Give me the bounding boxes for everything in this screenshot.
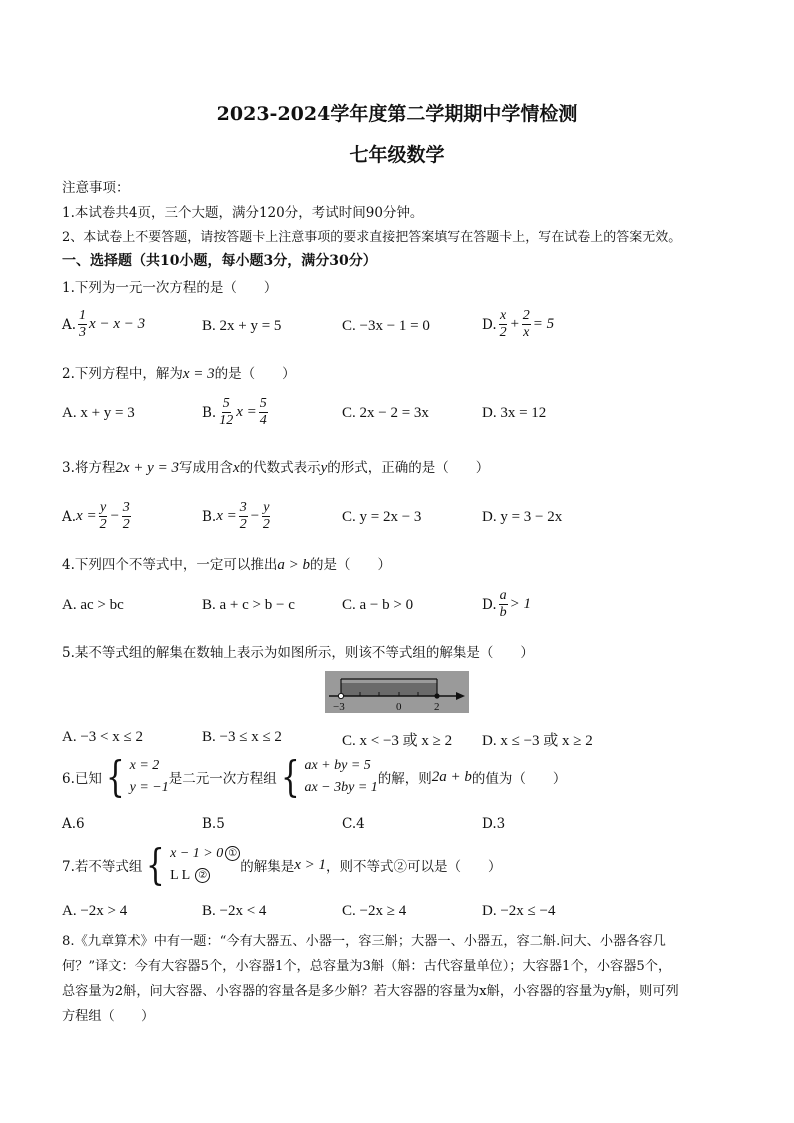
- q7-option-d: D. −2x ≤ −4: [482, 903, 556, 919]
- q5-option-a: A. −3 < x ≤ 2: [62, 729, 143, 745]
- number-line-svg: [325, 671, 469, 713]
- note-item-1: 1.本试卷共4页，三个大题，满分120分，考试时间90分钟。: [62, 205, 424, 221]
- q7-option-b: B. −2x < 4: [202, 903, 267, 919]
- q8-line-2: 何？”译文：今有大容器5个，小容器1个，总容量为3斛（斛：古代容量单位）；大容器1个，小容器5个，: [62, 959, 672, 974]
- circled-1-icon: ①: [225, 846, 240, 861]
- q3-stem: 3.将方程2x + y = 3写成用含x的代数式表示y的形式，正确的是（ ）: [62, 460, 490, 476]
- q3-option-c: C. y = 2x − 3: [342, 509, 422, 525]
- q5-option-b: B. −3 ≤ x ≤ 2: [202, 729, 282, 745]
- q1-option-d: D. $\frac{x}{2}$ + $\frac{2}{x}$ = 5: [482, 308, 555, 340]
- q4-option-c: C. a − b > 0: [342, 597, 414, 613]
- q1-option-c: C. −3x − 1 = 0: [342, 318, 430, 334]
- q2-option-c: C. 2x − 2 = 3x: [342, 405, 429, 421]
- q4-stem: 4.下列四个不等式中，一定可以推出a > b的是（ ）: [62, 557, 392, 573]
- q5-option-c: C. x < −3 或 x ≥ 2: [342, 733, 453, 749]
- q6-stem: 6.已知 { x = 2 y = −1 是二元一次方程组 { ax + by = 5 ax − 3by = 1 的解，则 2a + b 的值为（ ）: [62, 752, 567, 801]
- q4-option-a: A. ac > bc: [62, 597, 124, 613]
- q6-option-a: A.6: [62, 816, 85, 832]
- q6-option-b: B.5: [202, 816, 225, 832]
- q3-option-a: A. x = $\frac{y}{2}$ − $\frac{3}{2}$: [62, 500, 130, 532]
- circled-2-icon: ②: [195, 868, 210, 883]
- note-item-2: 2、本试卷上不要答题，请按答题卡上注意事项的要求直接把答案填写在答题卡上，写在试卷上的答案无效。: [62, 230, 682, 245]
- number-line-figure: [325, 671, 469, 713]
- q8-line-1: 8.《九章算术》中有一题：“今有大器五、小器一，容三斛；大器一、小器五，容二斛.问大、小器各容几: [62, 934, 666, 949]
- q7-option-a: A. −2x > 4: [62, 903, 128, 919]
- q1-a-fraction: $\frac{1}{3}$: [79, 308, 87, 340]
- notes-heading: 注意事项：: [62, 180, 130, 196]
- q3-option-b: B. x = $\frac{3}{2}$ − $\frac{y}{2}$: [202, 500, 270, 532]
- q2-option-b: B. $\frac{5}{12}$ x = $\frac{5}{4}$: [202, 396, 267, 428]
- q5-option-d: D. x ≤ −3 或 x ≥ 2: [482, 733, 593, 749]
- page-title: 2023-2024学年度第二学期期中学情检测: [216, 103, 578, 125]
- axis-label-0: 0: [396, 701, 402, 713]
- q1-option-b: B. 2x + y = 5: [202, 318, 282, 334]
- section-title: 一、选择题（共10小题，每小题3分，满分30分）: [62, 253, 377, 269]
- q7-option-c: C. −2x ≥ 4: [342, 903, 407, 919]
- q7-system: { x − 1 > 0 ① L L ②: [142, 843, 240, 887]
- q7-stem: 7.若不等式组 { x − 1 > 0 ① L L ② 的解集是 x > 1 ，则不等式②可以是（ ）: [62, 840, 502, 889]
- q8-line-3: 总容量为2斛，问大容器、小容器的容量各是多少斛？若大容器的容量为x斛，小容器的容量为y斛，则可列: [62, 984, 679, 999]
- axis-label-2: 2: [434, 701, 440, 713]
- q2-option-d: D. 3x = 12: [482, 405, 547, 421]
- q5-stem: 5.某不等式组的解集在数轴上表示为如图所示，则该不等式组的解集是（ ）: [62, 645, 534, 661]
- q6-option-d: D.3: [482, 816, 506, 832]
- q2-stem: 2.下列方程中，解为x = 3的是（ ）: [62, 366, 296, 382]
- q3-option-d: D. y = 3 − 2x: [482, 509, 563, 525]
- q6-option-c: C.4: [342, 816, 365, 832]
- q6-system-2: { ax + by = 5 ax − 3by = 1: [280, 752, 378, 801]
- q4-option-b: B. a + c > b − c: [202, 597, 295, 613]
- q2-option-a: A. x + y = 3: [62, 405, 135, 421]
- q6-system-1: { x = 2 y = −1: [105, 752, 169, 801]
- q8-line-4: 方程组（ ）: [62, 1009, 155, 1024]
- q1-stem: 1.下列为一元一次方程的是（ ）: [62, 280, 278, 296]
- page-subtitle: 七年级数学: [349, 144, 445, 166]
- q4-option-d: D. $\frac{a}{b}$ > 1: [482, 588, 532, 620]
- q1-option-a: A. $\frac{1}{3}$ x − x − 3: [62, 308, 146, 340]
- axis-label-neg3: −3: [333, 701, 345, 713]
